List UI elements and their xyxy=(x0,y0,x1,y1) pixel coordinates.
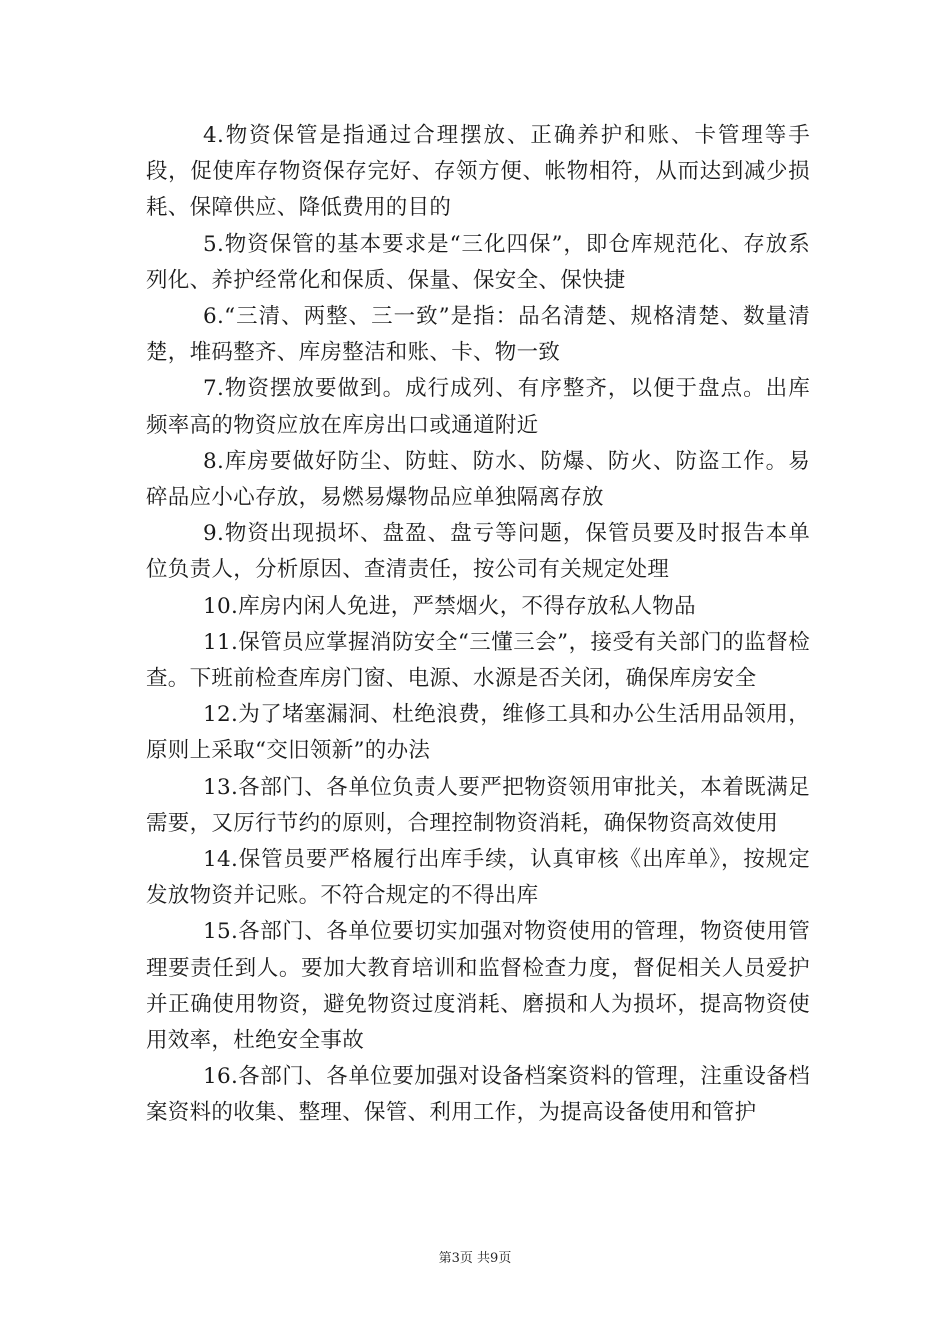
paragraph-6: 6.“三清、两整、三一致”是指：品名清楚、规格清楚、数量清楚，堆码整齐、库房整洁和账、卡、物一致 xyxy=(146,304,810,366)
paragraph-14: 14.保管员要严格履行出库手续，认真审核《出库单》，按规定发放物资并记账。不符合规定的不得出库 xyxy=(146,847,810,909)
paragraph-8: 8.库房要做好防尘、防蛀、防水、防爆、防火、防盗工作。易碎品应小心存放，易燃易爆物品应单独隔离存放 xyxy=(146,448,810,511)
paragraph-15: 15.各部门、各单位要切实加强对物资使用的管理，物资使用管理要责任到人。要加大教育培训和监督检查力度，督促相关人员爱护并正确使用物资，避免物资过度消耗、磨损和人为损坏，提高物资使用效率，杜绝安全事故 xyxy=(146,919,810,1054)
paragraph-13: 13.各部门、各单位负责人要严把物资领用审批关，本着既满足需要，又厉行节约的原则，合理控制物资消耗，确保物资高效使用 xyxy=(146,774,810,836)
document-body xyxy=(146,118,810,1132)
paragraph-11: 11.保管员应掌握消防安全“三懂三会”，接受有关部门的监督检查。下班前检查库房门窗、电源、水源是否关闭，确保库房安全 xyxy=(146,629,810,692)
paragraph-12: 12.为了堵塞漏洞、杜绝浪费，维修工具和办公生活用品领用，原则上采取“交旧领新”的办法 xyxy=(146,702,810,764)
page-number-footer: 第3页 共9页 xyxy=(438,1251,512,1266)
paragraph-5: 5.物资保管的基本要求是“三化四保”，即仓库规范化、存放系列化、养护经常化和保质、保量、保安全、保快捷 xyxy=(146,231,810,293)
paragraph-9: 9.物资出现损坏、盘盈、盘亏等问题，保管员要及时报告本单位负责人，分析原因、查清责任，按公司有关规定处理 xyxy=(146,521,810,583)
paragraph-10: 10.库房内闲人免进，严禁烟火，不得存放私人物品 xyxy=(203,593,696,619)
paragraph-4: 4.物资保管是指通过合理摆放、正确养护和账、卡管理等手段，促使库存物资保存完好、存领方便、帐物相符，从而达到减少损耗、保障供应、降低费用的目的 xyxy=(146,123,810,221)
paragraph-16: 16.各部门、各单位要加强对设备档案资料的管理，注重设备档案资料的收集、整理、保管、利用工作，为提高设备使用和管护 xyxy=(146,1064,810,1126)
paragraph-7: 7.物资摆放要做到。成行成列、有序整齐，以便于盘点。出库频率高的物资应放在库房出口或通道附近 xyxy=(146,376,810,438)
